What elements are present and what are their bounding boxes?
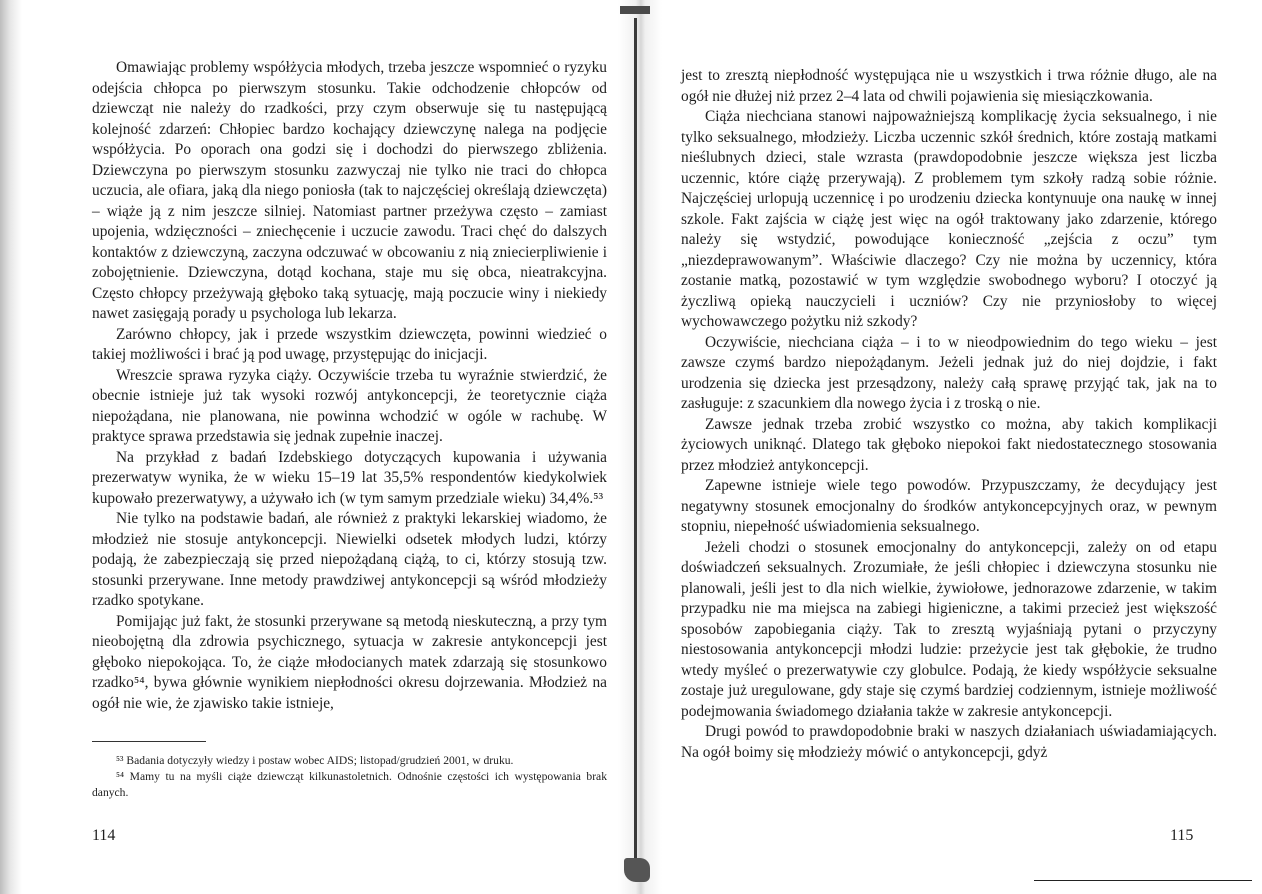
right-page <box>640 0 1262 894</box>
left-body-text <box>92 58 607 714</box>
footnote-53: ⁵³ Badania dotyczyły wiedzy i postaw wobec AIDS; listopad/grudzień 2001, w druku. <box>116 754 514 767</box>
footnotes <box>92 753 607 801</box>
paragraph: Ciąża niechciana stanowi najpoważniejszą komplikację życia seksualnego, i nie tylko seksualnego, młodzieży. Liczba uczennic szkół średnich, które zostają matkami nieślubnych dzieci, stale wzrasta (prawdopodobnie jeszcze większa jest liczba uczennic, które ciążę przerywają). Z problemem tym szkoły radzą sobie różnie. Najczęściej urlopują uczennicę i po urodzeniu dziecka kontynuuje ona naukę w innej szkole. Fakt zajścia w ciążę jest więc na ogół traktowany jako zdarzenie, którego należy się wstydzić, powodujące konieczność „zejścia z oczu” tym „niezdeprawowanym”. Właściwie dlaczego? Czy nie można by uczennicy, która zostanie matką, pozostawić w tym względzie swobodnego wyboru? I otoczyć ją życzliwą opieką nauczycieli i uczniów? Czy nie przyniosłoby to więcej wychowawczego pożytku niż szkody? <box>681 108 1217 330</box>
paragraph: Oczywiście, niechciana ciąża – i to w nieodpowiednim do tego wieku – jest zawsze czymś bardzo niepożądanym. Jeżeli jednak już do niej dojdzie, i fakt urodzenia się dziecka jest przesądzony, należy całą sprawę przyjąć tak, jak na to zasługuje: z szacunkiem dla nowego życia i z troską o nie. <box>681 333 1217 412</box>
footnote-separator <box>92 741 206 742</box>
paragraph: jest to zresztą niepłodność występująca nie u wszystkich i trwa różnie długo, ale na ogół nie dłużej niż przez 2–4 lata od chwili pojawienia się miesiączkowania. <box>681 67 1217 105</box>
paragraph: Jeżeli chodzi o stosunek emocjonalny do antykoncepcji, zależy on od etapu doświadczeń seksualnych. Zrozumiałe, że jeśli chłopiec i dziewczyna stosunku nie planowali, jeśli jest to dla nich wielkie, żywiołowe, jednorazowe zdarzenie, w takim przypadku nie ma miejsca na zabiegi higieniczne, a takimi przecież jest większość sposobów zapobiegania ciąży. Tak to zresztą wyjaśniają pytani o przyczyny niestosowania antykoncepcji młodzi ludzie: przeżycie jest tak głębokie, że trudno wtedy myśleć o prezerwatywie czy globulce. Podają, że kiedy współżycie seksualne zostaje już uregulowane, gdy staje się czymś bardziej codziennym, istnieje możliwość podejmowania świadomego działania także w zakresie antykoncepcji. <box>681 538 1217 720</box>
footnote-54: ⁵⁴ Mamy tu na myśli ciąże dziewcząt kilkunastoletnich. Odnośnie częstości ich występowania brak danych. <box>92 770 607 799</box>
paragraph: Zarówno chłopcy, jak i przede wszystkim dziewczęta, powinni wiedzieć o takiej możliwości i brać ją pod uwagę, przystępując do inicjacji. <box>92 325 607 363</box>
paragraph: Zawsze jednak trzeba zrobić wszystko co można, aby takich komplikacji życiowych uniknąć. Dlatego tak głęboko niepokoi fakt niedostatecznego stosowania przez młodzież antykoncepcji. <box>681 415 1217 474</box>
page-number-right: 115 <box>1170 827 1194 844</box>
paragraph: Drugi powód to prawdopodobnie braki w naszych działaniach uświadamiających. Na ogół boimy się młodzieży mówić o antykoncepcji, gdyż <box>681 723 1217 761</box>
page-number-left: 114 <box>92 827 116 844</box>
right-body-text <box>681 66 1217 763</box>
paragraph: Na przykład z badań Izdebskiego dotyczących kupowania i używania prezerwatyw wynika, że w wieku 15–19 lat 35,5% respondentów kiedykolwiek kupowało prezerwatywy, a używało ich (w tym samym przedziale wieku) 34,4%.⁵³ <box>92 448 607 507</box>
paragraph: Wreszcie sprawa ryzyka ciąży. Oczywiście trzeba tu wyraźnie stwierdzić, że obecnie istnieje już tak wysoki rozwój antykoncepcji, że teoretycznie ciąża niepożądana, nie planowana, nie powinna wchodzić w ogóle w rachubę. W praktyce sprawa przedstawia się jednak zupełnie inaczej. <box>92 366 607 445</box>
paragraph: Nie tylko na podstawie badań, ale również z praktyki lekarskiej wiadomo, że młodzież nie stosuje antykoncepcji. Niewielki odsetek młodych ludzi, którzy podają, że zabezpieczają się przed niepożądaną ciążą, to ci, którzy stosują tzw. stosunki przerywane. Inne metody prawdziwej antykoncepcji są wśród młodzieży rzadko spotykane. <box>92 510 607 609</box>
paragraph: Pomijając już fakt, że stosunki przerywane są metodą nieskuteczną, a przy tym nieobojętną dla zdrowia psychicznego, sytuacja w zakresie antykoncepcji jest głęboko niepokojąca. To, że ciąże młodocianych matek zdarzają się stosunkowo rzadko⁵⁴, bywa głównie wynikiem niepłodności okresu dojrzewania. Młodzież na ogół nie wie, że zjawisko takie istnieje, <box>92 612 607 712</box>
paragraph: Omawiając problemy współżycia młodych, trzeba jeszcze wspomnieć o ryzyku odejścia chłopca po pierwszym stosunku. Takie odchodzenie chłopców od dziewcząt nie należy do rzadkości, przy czym obserwuje się tu następującą kolejność zdarzeń: Chłopiec bardzo kochający dziewczynę nalega na podjęcie współżycia. Po oporach ona godzi się i dochodzi do pierwszego zbliżenia. Dziewczyna po pierwszym stosunku zazwyczaj nie tylko nie traci do chłopca uczucia, ale ofiara, jaką dla niego poniosła (tak to najczęściej określają dziewczęta) – wiąże ją z nim jeszcze silniej. Natomiast partner przeżywa często – zamiast upojenia, wdzięczności – zniechęcenie i uczucie zawodu. Traci chęć do dalszych kontaktów z dziewczyną, zaczyna odczuwać w obcowaniu z nią zniecierpliwienie i zobojętnienie. Dziewczyna, dotąd kochana, staje mu się obca, nieatrakcyjna. Często chłopcy przeżywają głęboko taką sytuację, mają poczucie winy i niekiedy nawet zasięgają porady u psychologa lub lekarza. <box>92 59 607 322</box>
scan-edge-line <box>1034 880 1252 881</box>
paragraph: Zapewne istnieje wiele tego powodów. Przypuszczamy, że decydujący jest negatywny stosunek emocjonalny do środków antykoncepcyjnych oraz, w pewnym stopniu, niepełność uświadomienia seksualnego. <box>681 477 1217 535</box>
